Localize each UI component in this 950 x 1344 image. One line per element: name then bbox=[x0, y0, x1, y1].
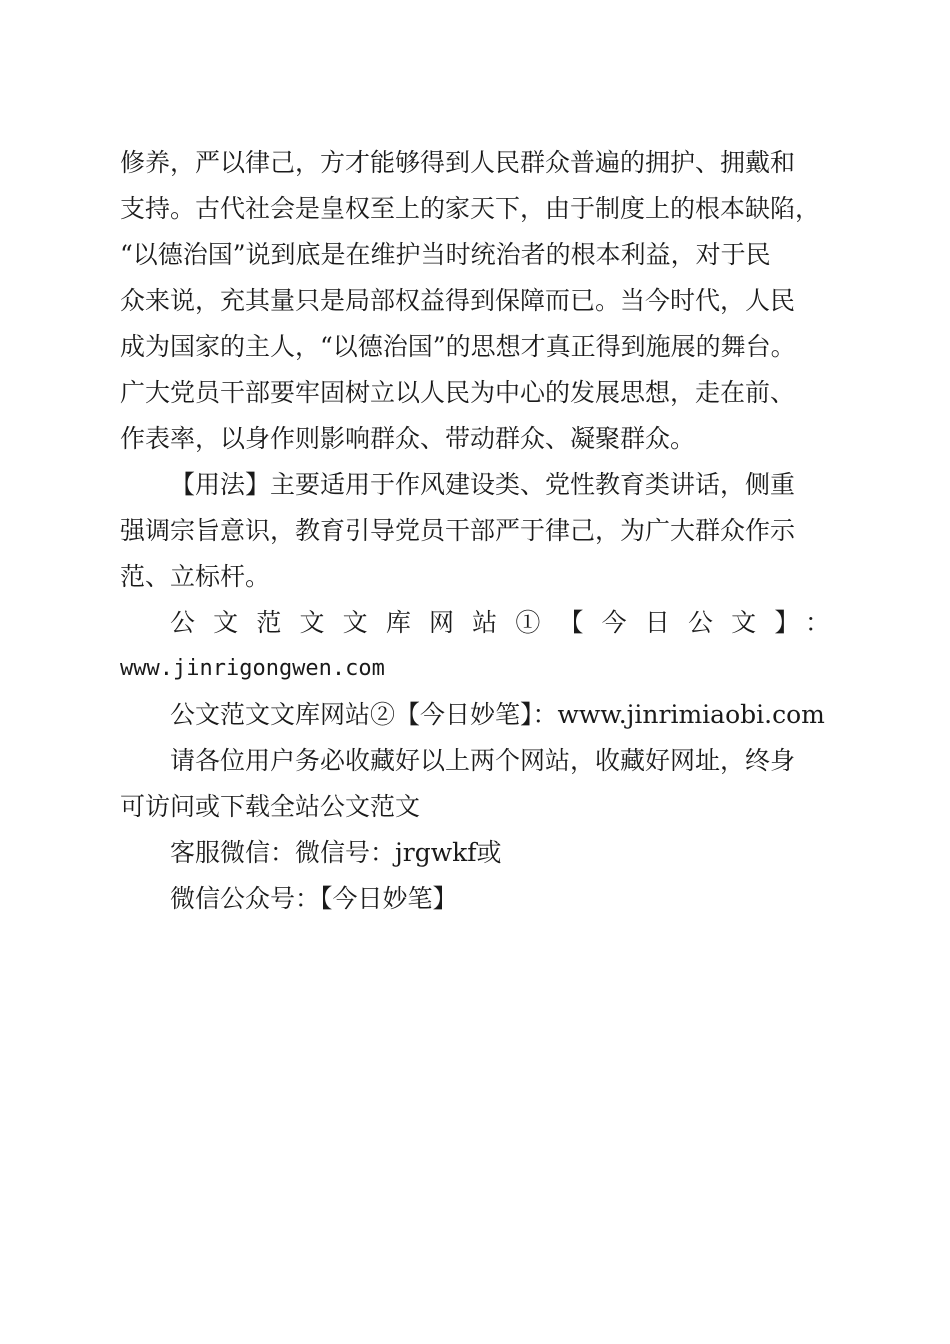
website-1-label: 公文范文文库网站①【今日公文】： bbox=[170, 608, 830, 637]
usage-paragraph-line: 【用法】主要适用于作风建设类、党性教育类讲话，侧重 bbox=[170, 470, 796, 499]
body-line: “以德治国”说到底是在维护当时统治者的根本利益，对于民 bbox=[120, 240, 771, 269]
website-1-url[interactable]: www.jinrigongwen.com bbox=[120, 656, 385, 681]
usage-paragraph-line: 强调宗旨意识，教育引导党员干部严于律己，为广大群众作示 bbox=[120, 516, 796, 545]
body-line: 众来说，充其量只是局部权益得到保障而已。当今时代，人民 bbox=[120, 286, 796, 315]
usage-paragraph-line: 范、立标杆。 bbox=[120, 562, 271, 591]
body-line: 支持。古代社会是皇权至上的家天下，由于制度上的根本缺陷， bbox=[120, 194, 821, 223]
body-line: 修养，严以律己，方才能够得到人民群众普遍的拥护、拥戴和 bbox=[120, 148, 796, 177]
wechat-official-account: 微信公众号：【今日妙笔】 bbox=[170, 884, 458, 913]
website-2-line[interactable]: 公文范文文库网站②【今日妙笔】：www.jinrimiaobi.com bbox=[170, 700, 825, 729]
body-line: 广大党员干部要牢固树立以人民为中心的发展思想，走在前、 bbox=[120, 378, 796, 407]
customer-service-wechat: 客服微信：微信号：jrgwkf或 bbox=[170, 838, 502, 867]
body-line: 成为国家的主人，“以德治国”的思想才真正得到施展的舞台。 bbox=[120, 332, 796, 361]
body-line: 作表率，以身作则影响群众、带动群众、凝聚群众。 bbox=[120, 424, 696, 453]
document-page bbox=[120, 140, 830, 922]
bookmark-notice-line: 可访问或下载全站公文范文 bbox=[120, 792, 421, 821]
bookmark-notice-line: 请各位用户务必收藏好以上两个网站，收藏好网址，终身 bbox=[170, 746, 796, 775]
